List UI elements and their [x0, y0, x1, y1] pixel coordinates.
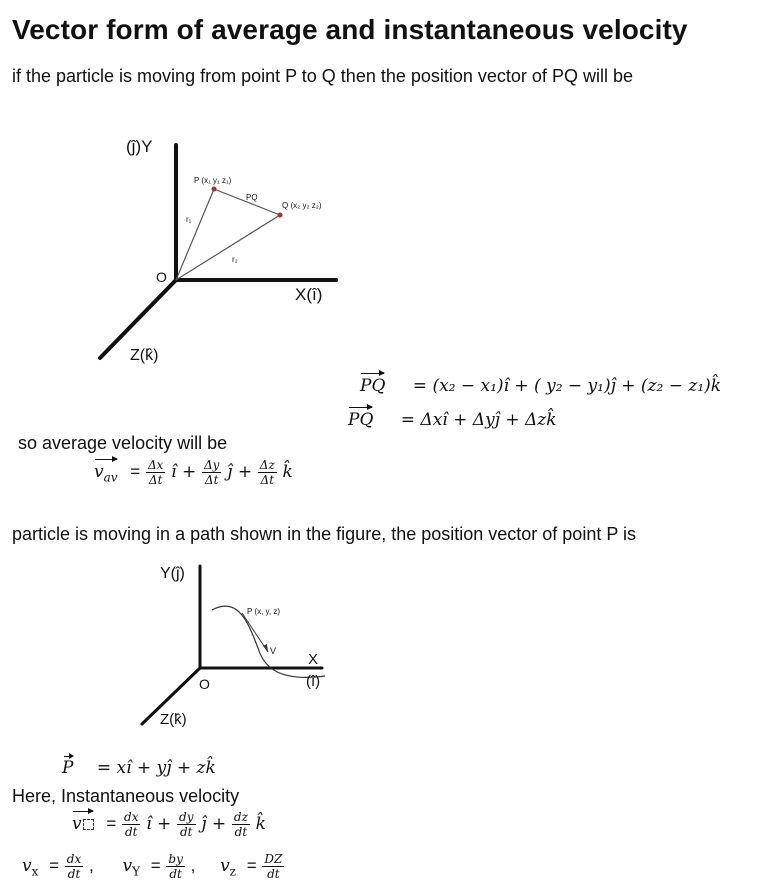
vy-equals: =	[150, 855, 161, 875]
origin-label: O	[156, 269, 167, 285]
average-velocity-text: so average velocity will be	[18, 433, 228, 453]
pq-expansion: = (x₂ − x₁)î + ( y₂ − y₁)ĵ + (z₂ − z₁)k̂	[412, 376, 722, 396]
average-velocity-equation	[94, 458, 293, 487]
j-hat-term-2: ĵ +	[201, 813, 227, 834]
p-vector-symbol: P	[62, 758, 74, 778]
pq-delta-form: = Δxî + Δyĵ + Δzk̂	[400, 410, 557, 430]
intro-text: if the particle is moving from point P to Q then the position vector of PQ will be	[12, 66, 633, 86]
k-hat-term: k̂	[282, 461, 293, 482]
point-q-dot	[278, 213, 283, 218]
x-unit-label-2: (î)	[306, 673, 321, 690]
instantaneous-velocity-equation	[72, 810, 266, 839]
dx-dt-fraction: $\frac{\Delta x}{\Delta t}$	[147, 458, 164, 487]
z-axis-label: Z(k̂)	[130, 347, 159, 364]
position-vector-equation	[62, 758, 216, 778]
pq-equation-1	[360, 376, 721, 396]
dx-dt-fraction-2: $\frac{dx}{dt}$	[124, 810, 139, 839]
r2-label: r₂	[232, 255, 238, 264]
y-axis-label: (ĵ)Y	[126, 137, 153, 156]
r2-vector	[176, 215, 280, 280]
k-hat-term-2: k̂	[255, 813, 266, 834]
y-axis-label-2: Y(ĵ)	[160, 565, 185, 582]
vav-symbol: $v_{av}$	[94, 461, 118, 485]
vx-equals: =	[49, 855, 60, 875]
point-p-label: P (x₁ y₁ z₁)	[194, 176, 232, 185]
point-q-label: Q (x₂ y₂ z₂)	[282, 201, 322, 210]
instantaneous-velocity-text: Here, Instantaneous velocity	[12, 786, 240, 806]
pq-vector-symbol-2: PQ	[348, 410, 374, 430]
pq-vector-symbol: PQ	[360, 376, 386, 396]
velocity-label: V	[270, 646, 277, 656]
vz-symbol: $v_z$	[220, 855, 236, 879]
equals-sign: =	[130, 461, 141, 481]
vy-symbol: $v_Y$	[122, 855, 140, 879]
point-p-label-2: P (x, y, z)	[247, 607, 281, 616]
point-p-dot	[212, 187, 217, 192]
vy-fraction: $\frac{by}{dt}$	[168, 852, 183, 881]
comma-separator: ,	[88, 855, 94, 875]
p-expansion: = xî + yĵ + zk̂	[96, 758, 216, 778]
x-axis-label-2: X	[308, 651, 319, 668]
vz-equals: =	[246, 855, 257, 875]
page-title: Vector form of average and instantaneous velocity	[12, 14, 688, 45]
path-diagram	[130, 558, 360, 733]
position-vector-diagram	[90, 120, 360, 370]
dy-dt-fraction: $\frac{\Delta y}{\Delta t}$	[203, 458, 220, 487]
vx-symbol: $v_x$	[22, 855, 39, 879]
path-text: particle is moving in a path shown in the figure, the position vector of point P is	[12, 524, 637, 544]
origin-label-2: O	[199, 676, 210, 692]
vz-fraction: $\frac{DZ}{dt}$	[264, 852, 283, 881]
equals-sign-2: =	[106, 813, 117, 833]
r1-label: r₁	[186, 215, 192, 224]
velocity-components	[22, 852, 285, 881]
z-axis-label-2: Z(k̂)	[160, 711, 187, 728]
x-axis-label: X(î)	[295, 285, 323, 304]
pq-equation-2	[348, 410, 557, 430]
vx-fraction: $\frac{dx}{dt}$	[66, 852, 82, 881]
dz-dt-fraction-2: $\frac{dz}{dt}$	[233, 810, 248, 839]
r1-vector	[176, 189, 214, 280]
pq-label: PQ	[246, 193, 258, 202]
comma-separator-2: ,	[190, 855, 196, 875]
dz-dt-fraction: $\frac{\Delta z}{\Delta t}$	[259, 458, 275, 487]
v-instant-symbol: v	[72, 814, 94, 834]
dy-dt-fraction-2: $\frac{dy}{dt}$	[179, 810, 194, 839]
i-hat-term-2: î +	[146, 813, 172, 834]
j-hat-term: ĵ +	[227, 461, 253, 482]
i-hat-term: î +	[171, 461, 197, 482]
